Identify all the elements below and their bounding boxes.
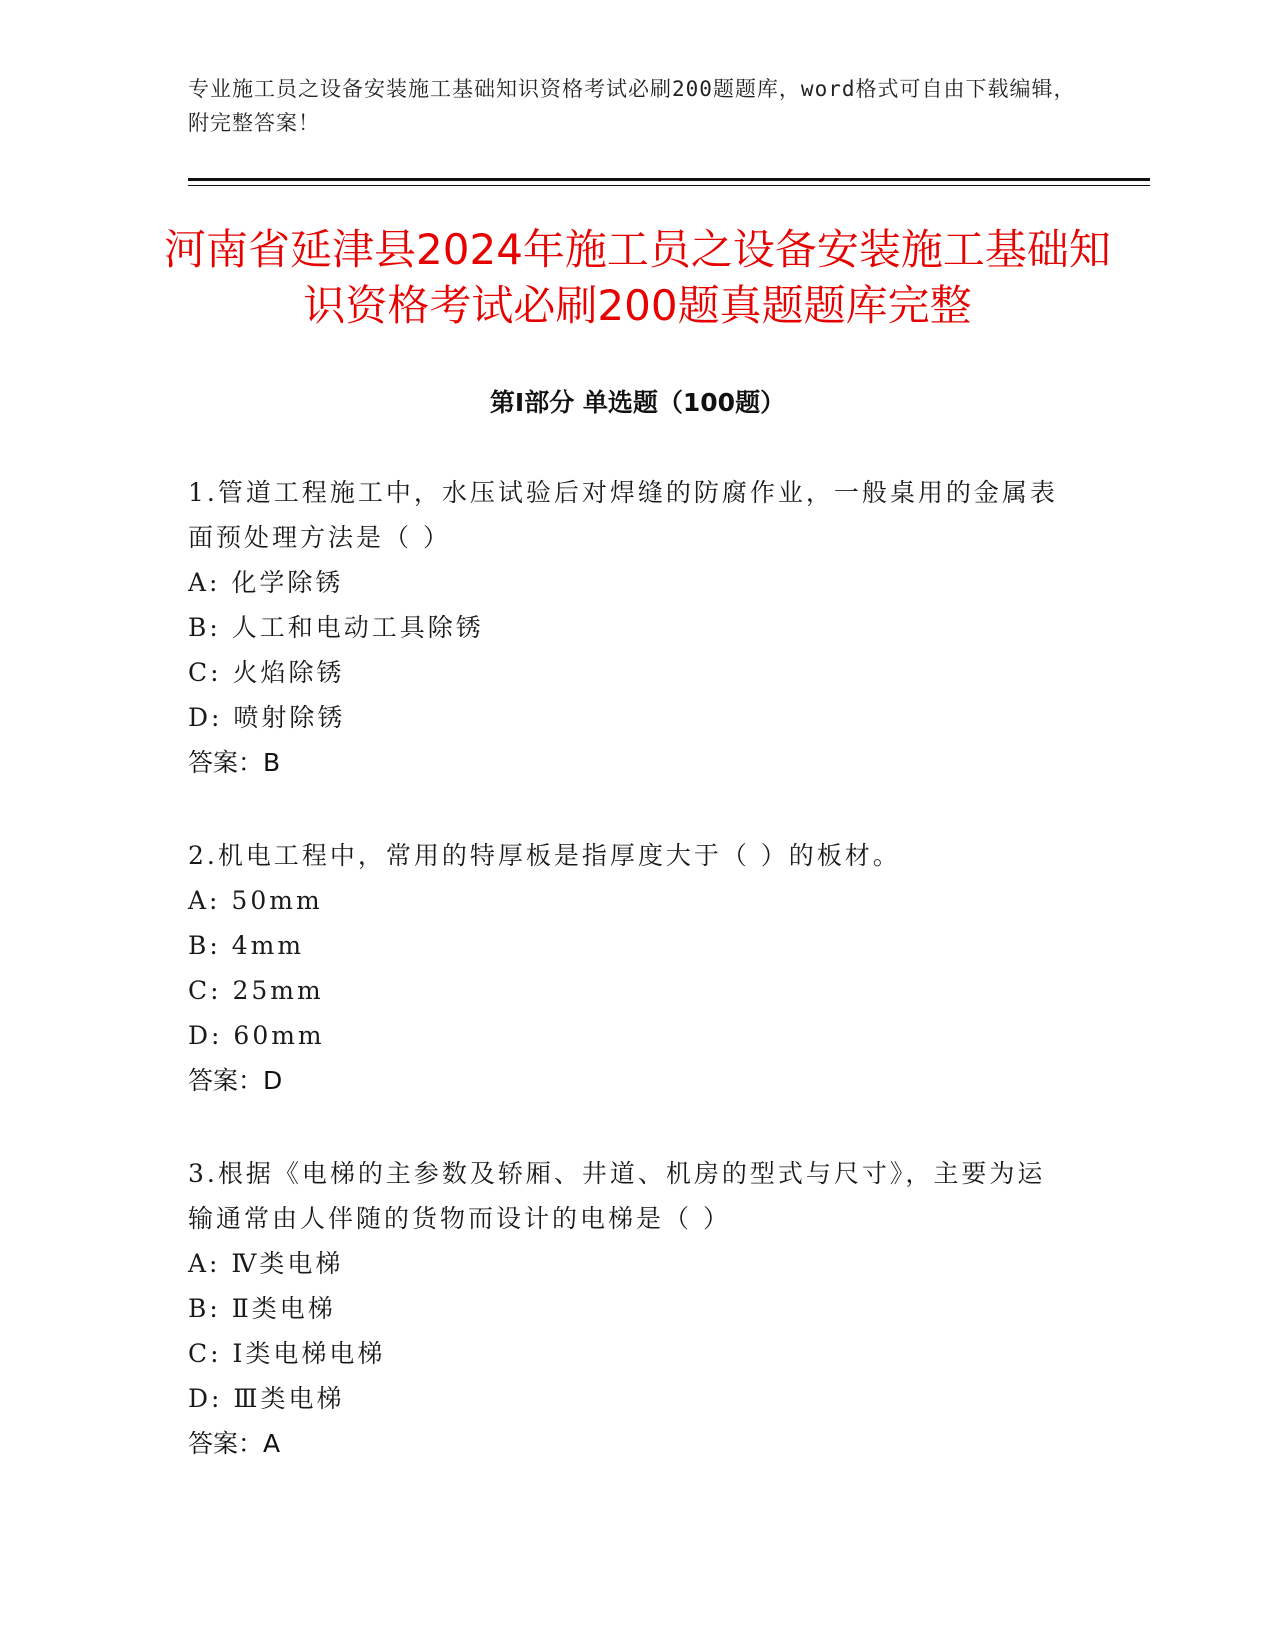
option-c: C: Ⅰ类电梯电梯	[188, 1339, 386, 1368]
question-stem: 2.机电工程中，常用的特厚板是指厚度大于（ ）的板材。	[188, 841, 901, 870]
document-title: 河南省延津县2024年施工员之设备安装施工基础知识资格考试必刷200题真题题库完整	[164, 225, 1111, 330]
answer: 答案：B	[188, 748, 281, 777]
question-list	[188, 470, 1068, 1514]
option-a: A: 50mm	[188, 886, 323, 915]
header-rule-thin	[188, 185, 1150, 186]
option-a: A: Ⅳ类电梯	[188, 1249, 344, 1278]
answer: 答案：D	[188, 1066, 283, 1095]
question-1	[188, 470, 1068, 785]
option-b: B: 4mm	[188, 931, 305, 960]
option-d: D: Ⅲ类电梯	[188, 1384, 345, 1413]
option-a: A: 化学除锈	[188, 568, 344, 597]
question-2	[188, 833, 1068, 1103]
option-d: D: 60mm	[188, 1021, 325, 1050]
question-stem: 3.根据《电梯的主参数及轿厢、井道、机房的型式与尺寸》，主要为运输通常由人伴随的货物而设计的电梯是（ ）	[188, 1159, 1046, 1233]
option-c: C: 25mm	[188, 976, 324, 1005]
section-heading: 第Ⅰ部分 单选题（100题）	[489, 388, 786, 417]
question-stem: 1.管道工程施工中，水压试验后对焊缝的防腐作业，一般桌用的金属表面预处理方法是（ ）	[188, 478, 1058, 552]
option-d: D: 喷射除锈	[188, 703, 346, 732]
question-3	[188, 1151, 1068, 1466]
header-note: 专业施工员之设备安装施工基础知识资格考试必刷200题题库，word格式可自由下载编辑，附完整答案！	[188, 77, 1076, 135]
option-b: B: 人工和电动工具除锈	[188, 613, 484, 642]
header-rule-thick	[188, 178, 1150, 181]
answer: 答案：A	[188, 1429, 281, 1458]
option-c: C: 火焰除锈	[188, 658, 345, 687]
option-b: B: Ⅱ类电梯	[188, 1294, 336, 1323]
